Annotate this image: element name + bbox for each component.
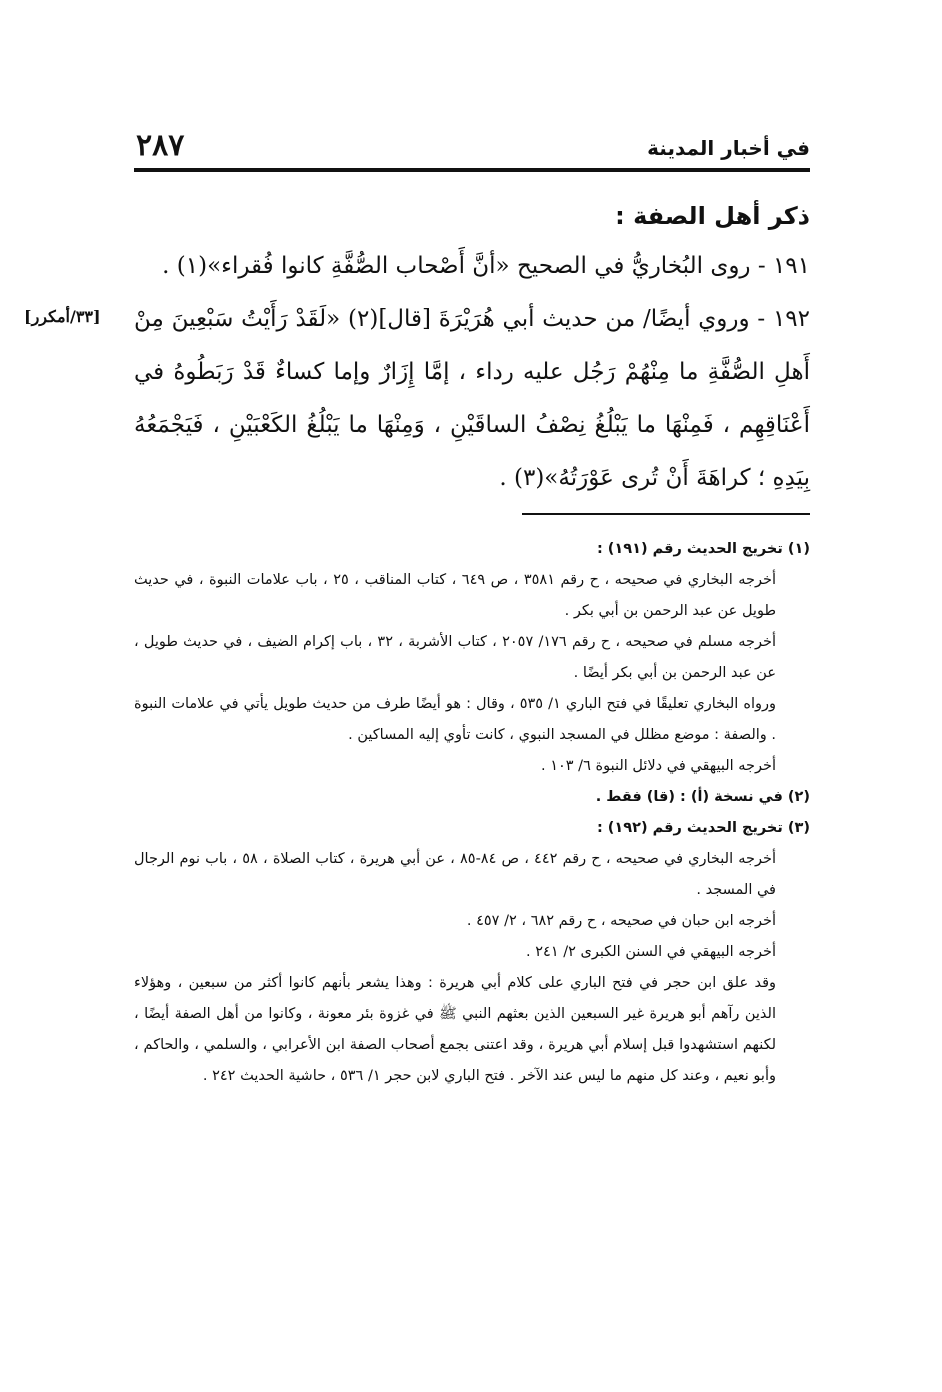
footnote-1-para: أخرجه مسلم في صحيحه ، ح رقم ١٧٦/ ٢٠٥٧ ، كتاب الأشربة ، ٣٢ ، باب إكرام الضيف ، في حديث طويل ، عن عبد الرحمن بن أبي بكر أيضًا .: [134, 634, 777, 681]
footnote-1-heading: (١) تخريج الحديث رقم (١٩١) :: [596, 541, 810, 557]
page-number: ٢٨٧: [136, 128, 185, 163]
page-header: [134, 122, 810, 168]
footnote-3-para: أخرجه البخاري في صحيحه ، ح رقم ٤٤٢ ، ص ٨٤-٨٥ ، عن أبي هريرة ، كتاب الصلاة ، ٥٨ ، باب نوم الرجال في المسجد .: [134, 851, 776, 898]
footnote-1-para: أخرجه البيهقي في دلائل النبوة ٦/ ١٠٣ .: [540, 758, 776, 774]
footnote-rule: [522, 513, 810, 515]
footnote-1-para: أخرجه البخاري في صحيحه ، ح رقم ٣٥٨١ ، ص ٦٤٩ ، كتاب المناقب ، ٢٥ ، باب علامات النبوة ، في حديث طويل عن عبد الرحمن بن أبي بكر .: [134, 572, 776, 619]
footnote-3-body: [134, 844, 810, 1092]
footnote-3-para: وقد علق ابن حجر في فتح الباري على كلام أبي هريرة : وهذا يشعر بأنهم كانوا أكثر من سبعين ، وهؤلاء الذين رآهم أبو هريرة غير السبعين الذين بعثهم النبي ﷺ في غزوة بئر معونة ، وكانوا من أهل الصفة أيضًا ، لكنهم استشهدوا قبل إسلام أبي هريرة ، وقد اعتنى بجمع أصحاب الصفة ابن الأعرابي ، والسلمي ، والحاكم ، وأبو نعيم ، وعند كل منهم ما ليس عند الآخر . فتح الباري لابن حجر ١/ ٥٣٦ ، حاشية الحديث ٢٤٢ .: [134, 975, 776, 1084]
running-title: في أخبار المدينة: [647, 136, 810, 160]
margin-note: [٣٣/أمكرر]: [24, 307, 101, 326]
footnote-3-para: أخرجه ابن حبان في صحيحه ، ح رقم ٦٨٢ ، ٢/ ٤٥٧ .: [466, 913, 776, 929]
section-heading: ذكر أهل الصفة :: [615, 202, 810, 230]
footnotes: [134, 534, 810, 1092]
footnote-1-para: ورواه البخاري تعليقًا في فتح الباري ١/ ٥٣٥ ، وقال : هو أيضًا طرف من حديث طويل يأتي في علامات النبوة . والصفة : موضع مظلل في المسجد النبوي ، كانت تأوي إليه المساكين .: [134, 696, 776, 743]
footnote-1-body: [134, 565, 810, 782]
footnote-3-para: أخرجه البيهقي في السنن الكبرى ٢/ ٢٤١ .: [526, 944, 776, 960]
main-text: [134, 192, 810, 505]
hadith-192: ١٩٢ - وروي أيضًا/ من حديث أبي هُرَيْرَةَ [قال](٢) «لَقَدْ رَأَيْتُ سَبْعِينَ مِنْ أَهلِ الصُّفَّةِ ما مِنْهُمْ رَجُل عليه رداء ، إمَّا إِزَارٌ وإما كساءٌ قَدْ رَبَطُوهُ في أَعْنَاقِهِم ، فَمِنْهَا ما يَبْلُغُ نِصْفُ الساقَيْنِ ، وَمِنْهَا ما يَبْلُغُ الكَعْبَيْنِ ، فَيَجْمَعُهُ بِيَدِهِ ؛ كراهَةَ أَنْ تُرى عَوْرَتُهُ»(٣) .: [134, 306, 810, 491]
header-rule: [134, 168, 810, 172]
footnote-3-heading: (٣) تخريج الحديث رقم (١٩٢) :: [596, 820, 810, 836]
footnote-2: (٢) في نسخة (أ) : (قا) فقط .: [595, 789, 810, 805]
hadith-191: ١٩١ - روى البُخاريُّ في الصحيح «أنَّ أَصْحاب الصُّفَّةِ كانوا فُقراء»(١) .: [162, 253, 810, 279]
